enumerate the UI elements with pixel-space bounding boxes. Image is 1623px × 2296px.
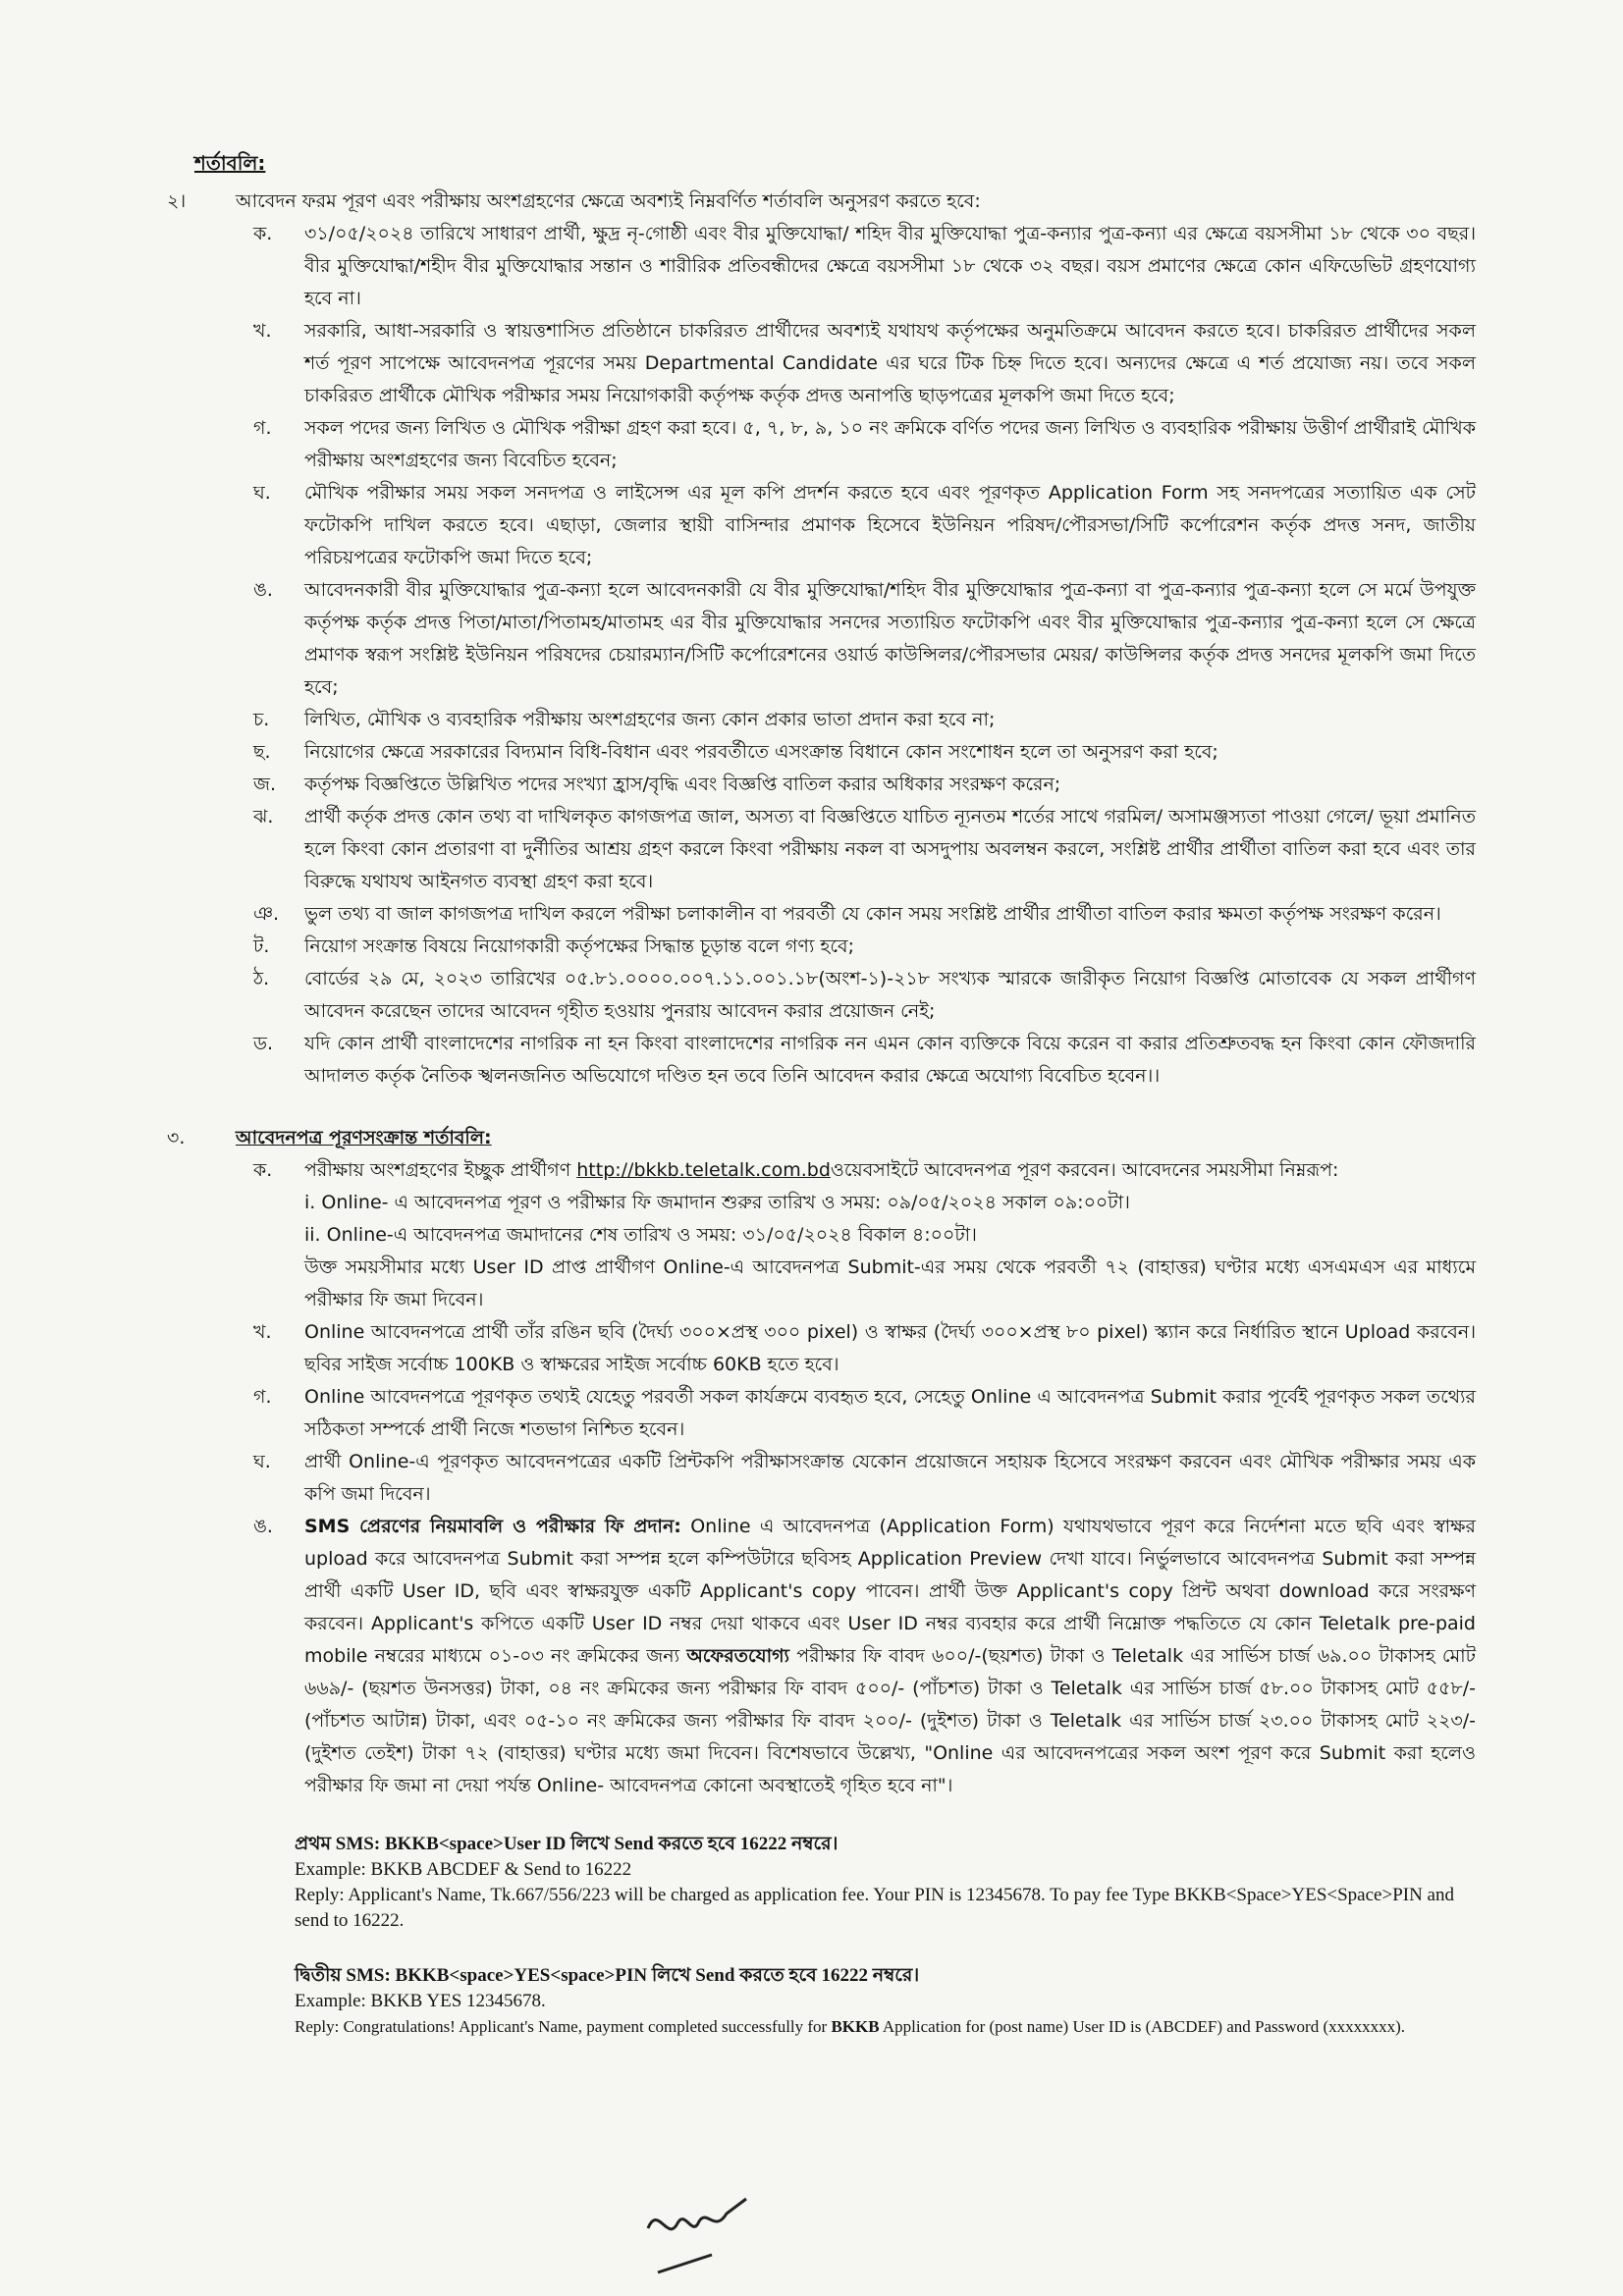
section-2-item: [236, 704, 1476, 736]
item-text: প্রার্থী কর্তৃক প্রদত্ত কোন তথ্য বা দাখিলকৃত কাগজপত্র জাল, অসত্য বা বিজ্ঞপ্তিতে যাচিত ন্যূনতম শর্তের সাথে গরমিল/ অসামঞ্জস্যতা পাওয়া গেলে/ ভূয়া প্রমানিত হলে কিংবা কোন প্রতারণা বা দুর্নীতির আশ্রয় গ্রহণ করলে কিংবা পরীক্ষায় নকল বা অসদুপায় অবলম্বন করলে, সংশ্লিষ্ট প্রার্থীর প্রার্থীতা বাতিল করা হবে এবং তার বিরুদ্ধে যথাযথ আইনগত ব্যবস্থা গ্রহণ করা হবে।: [304, 806, 1476, 892]
item-label: ঙ.: [253, 579, 273, 601]
section-3-item-ka: [236, 1154, 1476, 1316]
section-3: [167, 1122, 1476, 1802]
item-text-part: Online এ আবেদনপত্র (Application Form) যথাযথভাবে পূরণ করে নির্দেশনা মতে ছবি এবং স্বাক্ষর upload করে আবেদনপত্র Submit করা সম্পন্ন হলে কম্পিউটারে ছবিসহ Application Preview দেখা যাবে। নির্ভুলভাবে আবেদনপত্র Submit করা সম্পন্ন প্রার্থী একটি User ID, ছবি এবং স্বাক্ষরযুক্ত একটি Applicant's copy পাবেন। প্রার্থী উক্ত Applicant's copy প্রিন্ট অথবা download করে সংরক্ষণ করবেন। Applicant's কপিতে একটি User ID নম্বর দেয়া থাকবে এবং User ID নম্বর ব্যবহার করে প্রার্থী নিম্নোক্ত পদ্ধতিতে যে কোন Teletalk pre-paid mobile নম্বরের মাধ্যমে ০১-০৩ নং ক্রমিকের জন্য: [304, 1516, 1477, 1667]
sms-second-block: [295, 1963, 1476, 2040]
section-2-item: [236, 477, 1476, 574]
item-label: গ.: [253, 417, 272, 439]
item-label: ছ.: [253, 741, 271, 763]
item-label: খ.: [253, 320, 272, 342]
item-text: Online আবেদনপত্রে পূরণকৃত তথ্যই যেহেতু পরবর্তী সকল কার্যক্রমে ব্যবহৃত হবে, সেহেতু Online এ আবেদনপত্র Submit করার পূর্বেই পূরণকৃত সকল তথ্যের সঠিকতা সম্পর্কে প্রার্থী নিজে শতভাগ নিশ্চিত হবেন।: [304, 1386, 1476, 1440]
item-text-part: পরীক্ষায় অংশগ্রহণের ইচ্ছুক প্রার্থীগণ: [304, 1159, 577, 1181]
section-2-item: [236, 963, 1476, 1028]
section-3-item: [236, 1381, 1476, 1446]
section-2-item: [236, 315, 1476, 412]
section-3-item: [236, 1446, 1476, 1511]
item-text: ভুল তথ্য বা জাল কাগজপত্র দাখিল করলে পরীক্ষা চলাকালীন বা পরবর্তী যে কোন সময় সংশ্লিষ্ট প্রার্থীর প্রার্থীতা বাতিল করার ক্ষমতা কর্তৃপক্ষ সংরক্ষণ করেন।: [304, 903, 1441, 925]
item-text: আবেদনকারী বীর মুক্তিযোদ্ধার পুত্র-কন্যা হলে আবেদনকারী যে বীর মুক্তিযোদ্ধা/শহিদ বীর মুক্তিযোদ্ধার পুত্র-কন্যা বা পুত্র-কন্যার পুত্র-কন্যা হলে সে মর্মে উপযুক্ত কর্তৃপক্ষ কর্তৃক প্রদত্ত পিতা/মাতা/পিতামহ/মাতামহ এর বীর মুক্তিযোদ্ধার সনদের সত্যায়িত ফটোকপি এবং বীর মুক্তিযোদ্ধার পুত্র-কন্যার পুত্র-কন্যা হলে সে ক্ষেত্রে প্রমাণক স্বরূপ সংশ্লিষ্ট ইউনিয়ন পরিষদের চেয়ারম্যান/সিটি কর্পোরেশনের ওয়ার্ড কাউন্সিলর/পৌরসভার মেয়র/ কাউন্সিলর কর্তৃক প্রদত্ত সনদের মূলকপি জমা দিতে হবে;: [304, 579, 1476, 698]
section-3-item: [236, 1316, 1476, 1381]
item-label: ক.: [253, 223, 273, 244]
section-2-item: [236, 931, 1476, 963]
section-2-item: [236, 736, 1476, 769]
section-3-number: ৩.: [167, 1127, 186, 1148]
item-text: সরকারি, আধা-সরকারি ও স্বায়ত্তশাসিত প্রতিষ্ঠানে চাকরিরত প্রার্থীদের অবশ্যই যথাযথ কর্তৃপক্ষের অনুমতিক্রমে আবেদন করতে হবে। চাকরিরত প্রার্থীদের সকল শর্ত পূরণ সাপেক্ষে আবেদনপত্র পূরণের সময় Departmental Candidate এর ঘরে টিক চিহ্ন দিতে হবে। অন্যদের ক্ষেত্রে এ শর্ত প্রযোজ্য নয়। তবে সকল চাকরিরত প্রার্থীকে মৌখিক পরীক্ষার সময় নিয়োগকারী কর্তৃপক্ষ কর্তৃক প্রদত্ত অনাপত্তি ছাড়পত্রের মূলকপি জমা দিতে হবে;: [304, 320, 1476, 406]
non-refundable-label: অফেরতযোগ্য: [686, 1645, 790, 1667]
section-2-items: [236, 218, 1476, 1093]
item-label: ঞ.: [253, 903, 280, 925]
item-text: ৩১/০৫/২০২৪ তারিখে সাধারণ প্রার্থী, ক্ষুদ্র নৃ-গোষ্ঠী এবং বীর মুক্তিযোদ্ধা/ শহিদ বীর মুক্তিযোদ্ধা পুত্র-কন্যার পুত্র-কন্যা এর ক্ষেত্রে বয়সসীমা ১৮ থেকে ৩০ বছর। বীর মুক্তিযোদ্ধা/শহীদ বীর মুক্তিযোদ্ধার সন্তান ও শারীরিক প্রতিবন্ধীদের ক্ষেত্রে বয়সসীমা ১৮ থেকে ৩২ বছর। বয়স প্রমাণের ক্ষেত্রে কোন এফিডেভিট গ্রহণযোগ্য হবে না।: [304, 223, 1476, 309]
online-start-line: i. Online- এ আবেদনপত্র পূরণ ও পরীক্ষার ফি জমাদান শুরুর তারিখ ও সময়: ০৯/০৫/২০২৪ সকাল ০৯:০০টা।: [304, 1192, 1130, 1213]
sms-first-title: [295, 1832, 1476, 1857]
item-text: [304, 1511, 1476, 1802]
item-label: ঠ.: [253, 968, 270, 989]
item-text: বোর্ডের ২৯ মে, ২০২৩ তারিখের ০৫.৮১.০০০০.০০৭.১১.০০১.১৮(অংশ-১)-২১৮ সংখ্যক স্মারকে জারীকৃত নিয়োগ বিজ্ঞপ্তি মোতাবেক যে সকল প্রার্থীগণ আবেদন করেছেন তাদের আবেদন গৃহীত হওয়ায় পুনরায় আবেদন করার প্রয়োজন নেই;: [304, 968, 1476, 1022]
conditions-heading: শর্তাবলি:: [194, 151, 266, 175]
sms-second-reply-part: Reply: Congratulations! Applicant's Name, payment completed successfully for: [295, 2017, 832, 2036]
section-2-item: [236, 769, 1476, 801]
sms-first-block: [295, 1832, 1476, 1934]
section-2-item: [236, 412, 1476, 477]
section-2-item: [236, 574, 1476, 704]
item-label: চ.: [253, 709, 270, 730]
sms-second-reply-part: Application for (post name) User ID is (ABCDEF) and Password (xxxxxxxx).: [879, 2017, 1406, 2036]
item-label: ক.: [253, 1159, 273, 1181]
online-end-line: ii. Online-এ আবেদনপত্র জমাদানের শেষ তারিখ ও সময়: ৩১/০৫/২০২৪ বিকাল ৪:০০টা।: [304, 1224, 977, 1246]
item-text: নিয়োগের ক্ষেত্রে সরকারের বিদ্যমান বিধি-বিধান এবং পরবর্তীতে এসংক্রান্ত বিধানে কোন সংশোধন হলে তা অনুসরণ করা হবে;: [304, 741, 1218, 763]
item-label: ঘ.: [253, 482, 271, 504]
sms-second-title: [295, 1963, 1476, 1989]
item-text-part: ওয়েবসাইটে আবেদনপত্র পূরণ করবেন। আবেদনের সময়সীমা নিম্নরূপ:: [830, 1159, 1339, 1181]
item-label: খ.: [253, 1321, 272, 1343]
section-3-items: [236, 1316, 1476, 1511]
sms-second-reply-bold: BKKB: [831, 2017, 880, 2036]
item-label: ঙ.: [253, 1516, 273, 1537]
sms-rules-lead: SMS প্রেরণের নিয়মাবলি ও পরীক্ষার ফি প্রদান:: [304, 1516, 681, 1537]
section-2-item: [236, 898, 1476, 931]
section-2-intro: আবেদন ফরম পূরণ এবং পরীক্ষায় অংশগ্রহণের ক্ষেত্রে অবশ্যই নিম্নবর্ণিত শর্তাবলি অনুসরণ করতে হবে:: [236, 190, 981, 212]
sms-first-reply: Reply: Applicant's Name, Tk.667/556/223 will be charged as application fee. Your PIN is 12345678. To pay fee Type BKKB<Space>YES<Space>PIN and send to 16222.: [295, 1885, 1454, 1931]
item-text: কর্তৃপক্ষ বিজ্ঞপ্তিতে উল্লিখিত পদের সংখ্যা হ্রাস/বৃদ্ধি এবং বিজ্ঞপ্তি বাতিল করার অধিকার সংরক্ষণ করেন;: [304, 774, 1061, 795]
item-text: সকল পদের জন্য লিখিত ও মৌখিক পরীক্ষা গ্রহণ করা হবে। ৫, ৭, ৮, ৯, ১০ নং ক্রমিকে বর্ণিত পদের জন্য লিখিত ও ব্যবহারিক পরীক্ষায় উত্তীর্ণ প্রার্থীরাই মৌখিক পরীক্ষায় অংশগ্রহণের জন্য বিবেচিত হবেন;: [304, 417, 1476, 471]
item-label: ট.: [253, 935, 270, 957]
section-2-number: ২।: [167, 190, 187, 212]
item-text-part: পরীক্ষার ফি বাবদ ৬০০/-(ছয়শত) টাকা ও Teletalk এর সার্ভিস চার্জ ৬৯.০০ টাকাসহ মোট ৬৬৯/- (ছয়শত উনসত্তর) টাকা, ০৪ নং ক্রমিকের জন্য পরীক্ষার ফি বাবদ ৫০০/- (পাঁচশত) টাকা ও Teletalk এর সার্ভিস চার্জ ৫৮.০০ টাকাসহ মোট ৫৫৮/- (পাঁচশত আটান্ন) টাকা, এবং ০৫-১০ নং ক্রমিকের জন্য পরীক্ষার ফি বাবদ ২০০/- (দুইশত) টাকা ও Teletalk এর সার্ভিস চার্জ ২৩.০০ টাকাসহ মোট ২২৩/- (দুইশত তেইশ) টাকা ৭২ (বাহাত্তর) ঘণ্টার মধ্যে জমা দিবেন। বিশেষভাবে উল্লেখ্য, "Online এর আবেদনপত্রের সকল অংশ পূরণ করে Submit করা হলেও পরীক্ষার ফি জমা না দেয়া পর্যন্ত Online- আবেদনপত্র কোনো অবস্থাতেই গৃহিত হবে না"।: [304, 1645, 1477, 1796]
sms-first-title-text: SMS: BKKB<space>User ID লিখে Send করতে হবে 16222 নম্বরে।: [331, 1834, 839, 1854]
online-fee-note: উক্ত সময়সীমার মধ্যে User ID প্রাপ্ত প্রার্থীগণ Online-এ আবেদনপত্র Submit-এর সময় থেকে পরবর্তী ৭২ (বাহাত্তর) ঘণ্টার মধ্যে এসএমএস এর মাধ্যমে পরীক্ষার ফি জমা দিবেন।: [304, 1256, 1476, 1310]
item-text: মৌখিক পরীক্ষার সময় সকল সনদপত্র ও লাইসেন্স এর মূল কপি প্রদর্শন করতে হবে এবং পূরণকৃত Application Form সহ সনদপত্রের সত্যায়িত এক সেট ফটোকপি দাখিল করতে হবে। এছাড়া, জেলার স্থায়ী বাসিন্দার প্রমাণক হিসেবে ইউনিয়ন পরিষদ/পৌরসভা/সিটি কর্পোরেশন কর্তৃক প্রদত্ত সনদ, জাতীয় পরিচয়পত্রের ফটোকপি জমা দিতে হবে;: [304, 482, 1476, 568]
section-3-heading: আবেদনপত্র পূরণসংক্রান্ত শর্তাবলি:: [236, 1127, 492, 1148]
section-2-item: [236, 1028, 1476, 1093]
item-text: Online আবেদনপত্রে প্রার্থী তাঁর রঙিন ছবি (দৈর্ঘ্য ৩০০×প্রস্থ ৩০০ pixel) ও স্বাক্ষর (দৈর্ঘ্য ৩০০×প্রস্থ ৮০ pixel) স্ক্যান করে নির্ধারিত স্থানে Upload করবেন। ছবির সাইজ সর্বোচ্চ 100KB ও স্বাক্ষরের সাইজ সর্বোচ্চ 60KB হতে হবে।: [304, 1321, 1476, 1375]
sms-second-example: Example: BKKB YES 12345678.: [295, 1991, 546, 2011]
item-text: প্রার্থী Online-এ পূরণকৃত আবেদনপত্রের একটি প্রিন্টকপি পরীক্ষাসংক্রান্ত যেকোন প্রয়োজনে সহায়ক হিসেবে সংরক্ষণ করবেন এবং মৌখিক পরীক্ষার সময় এক কপি জমা দিবেন।: [304, 1451, 1476, 1505]
sms-second-title-bn: দ্বিতীয়: [295, 1965, 342, 1986]
sms-second-title-text: SMS: BKKB<space>YES<space>PIN লিখে Send করতে হবে 16222 নম্বরে।: [341, 1965, 920, 1986]
section-2: [167, 186, 1476, 1093]
item-label: ঝ.: [253, 806, 274, 828]
item-label: ড.: [253, 1033, 274, 1054]
sms-first-title-bn: প্রথম: [295, 1834, 332, 1854]
item-text: [304, 1154, 1476, 1187]
item-text: নিয়োগ সংক্রান্ত বিষয়ে নিয়োগকারী কর্তৃপক্ষের সিদ্ধান্ত চূড়ান্ত বলে গণ্য হবে;: [304, 935, 854, 957]
sms-first-example: Example: BKKB ABCDEF & Send to 16222: [295, 1859, 632, 1880]
signature-mark: [638, 2184, 776, 2282]
sms-second-reply: [295, 2014, 1476, 2040]
section-2-item: [236, 218, 1476, 315]
website-link[interactable]: http://bkkb.teletalk.com.bd: [576, 1159, 831, 1181]
item-label: ঘ.: [253, 1451, 271, 1472]
item-label: জ.: [253, 774, 277, 795]
item-text: যদি কোন প্রার্থী বাংলাদেশের নাগরিক না হন কিংবা বাংলাদেশের নাগরিক নন এমন কোন ব্যক্তিকে বিয়ে করেন বা করার প্রতিশ্রুতবদ্ধ হন কিংবা কোন ফৌজদারি আদালত কর্তৃক নৈতিক স্খলনজনিত অভিযোগে দণ্ডিত হন তবে তিনি আবেদন করার ক্ষেত্রে অযোগ্য বিবেচিত হবেন।।: [304, 1033, 1476, 1087]
item-text: লিখিত, মৌখিক ও ব্যবহারিক পরীক্ষায় অংশগ্রহণের জন্য কোন প্রকার ভাতা প্রদান করা হবে না;: [304, 709, 996, 730]
section-2-item: [236, 801, 1476, 898]
item-label: গ.: [253, 1386, 272, 1408]
section-3-item-umo: [236, 1511, 1476, 1802]
